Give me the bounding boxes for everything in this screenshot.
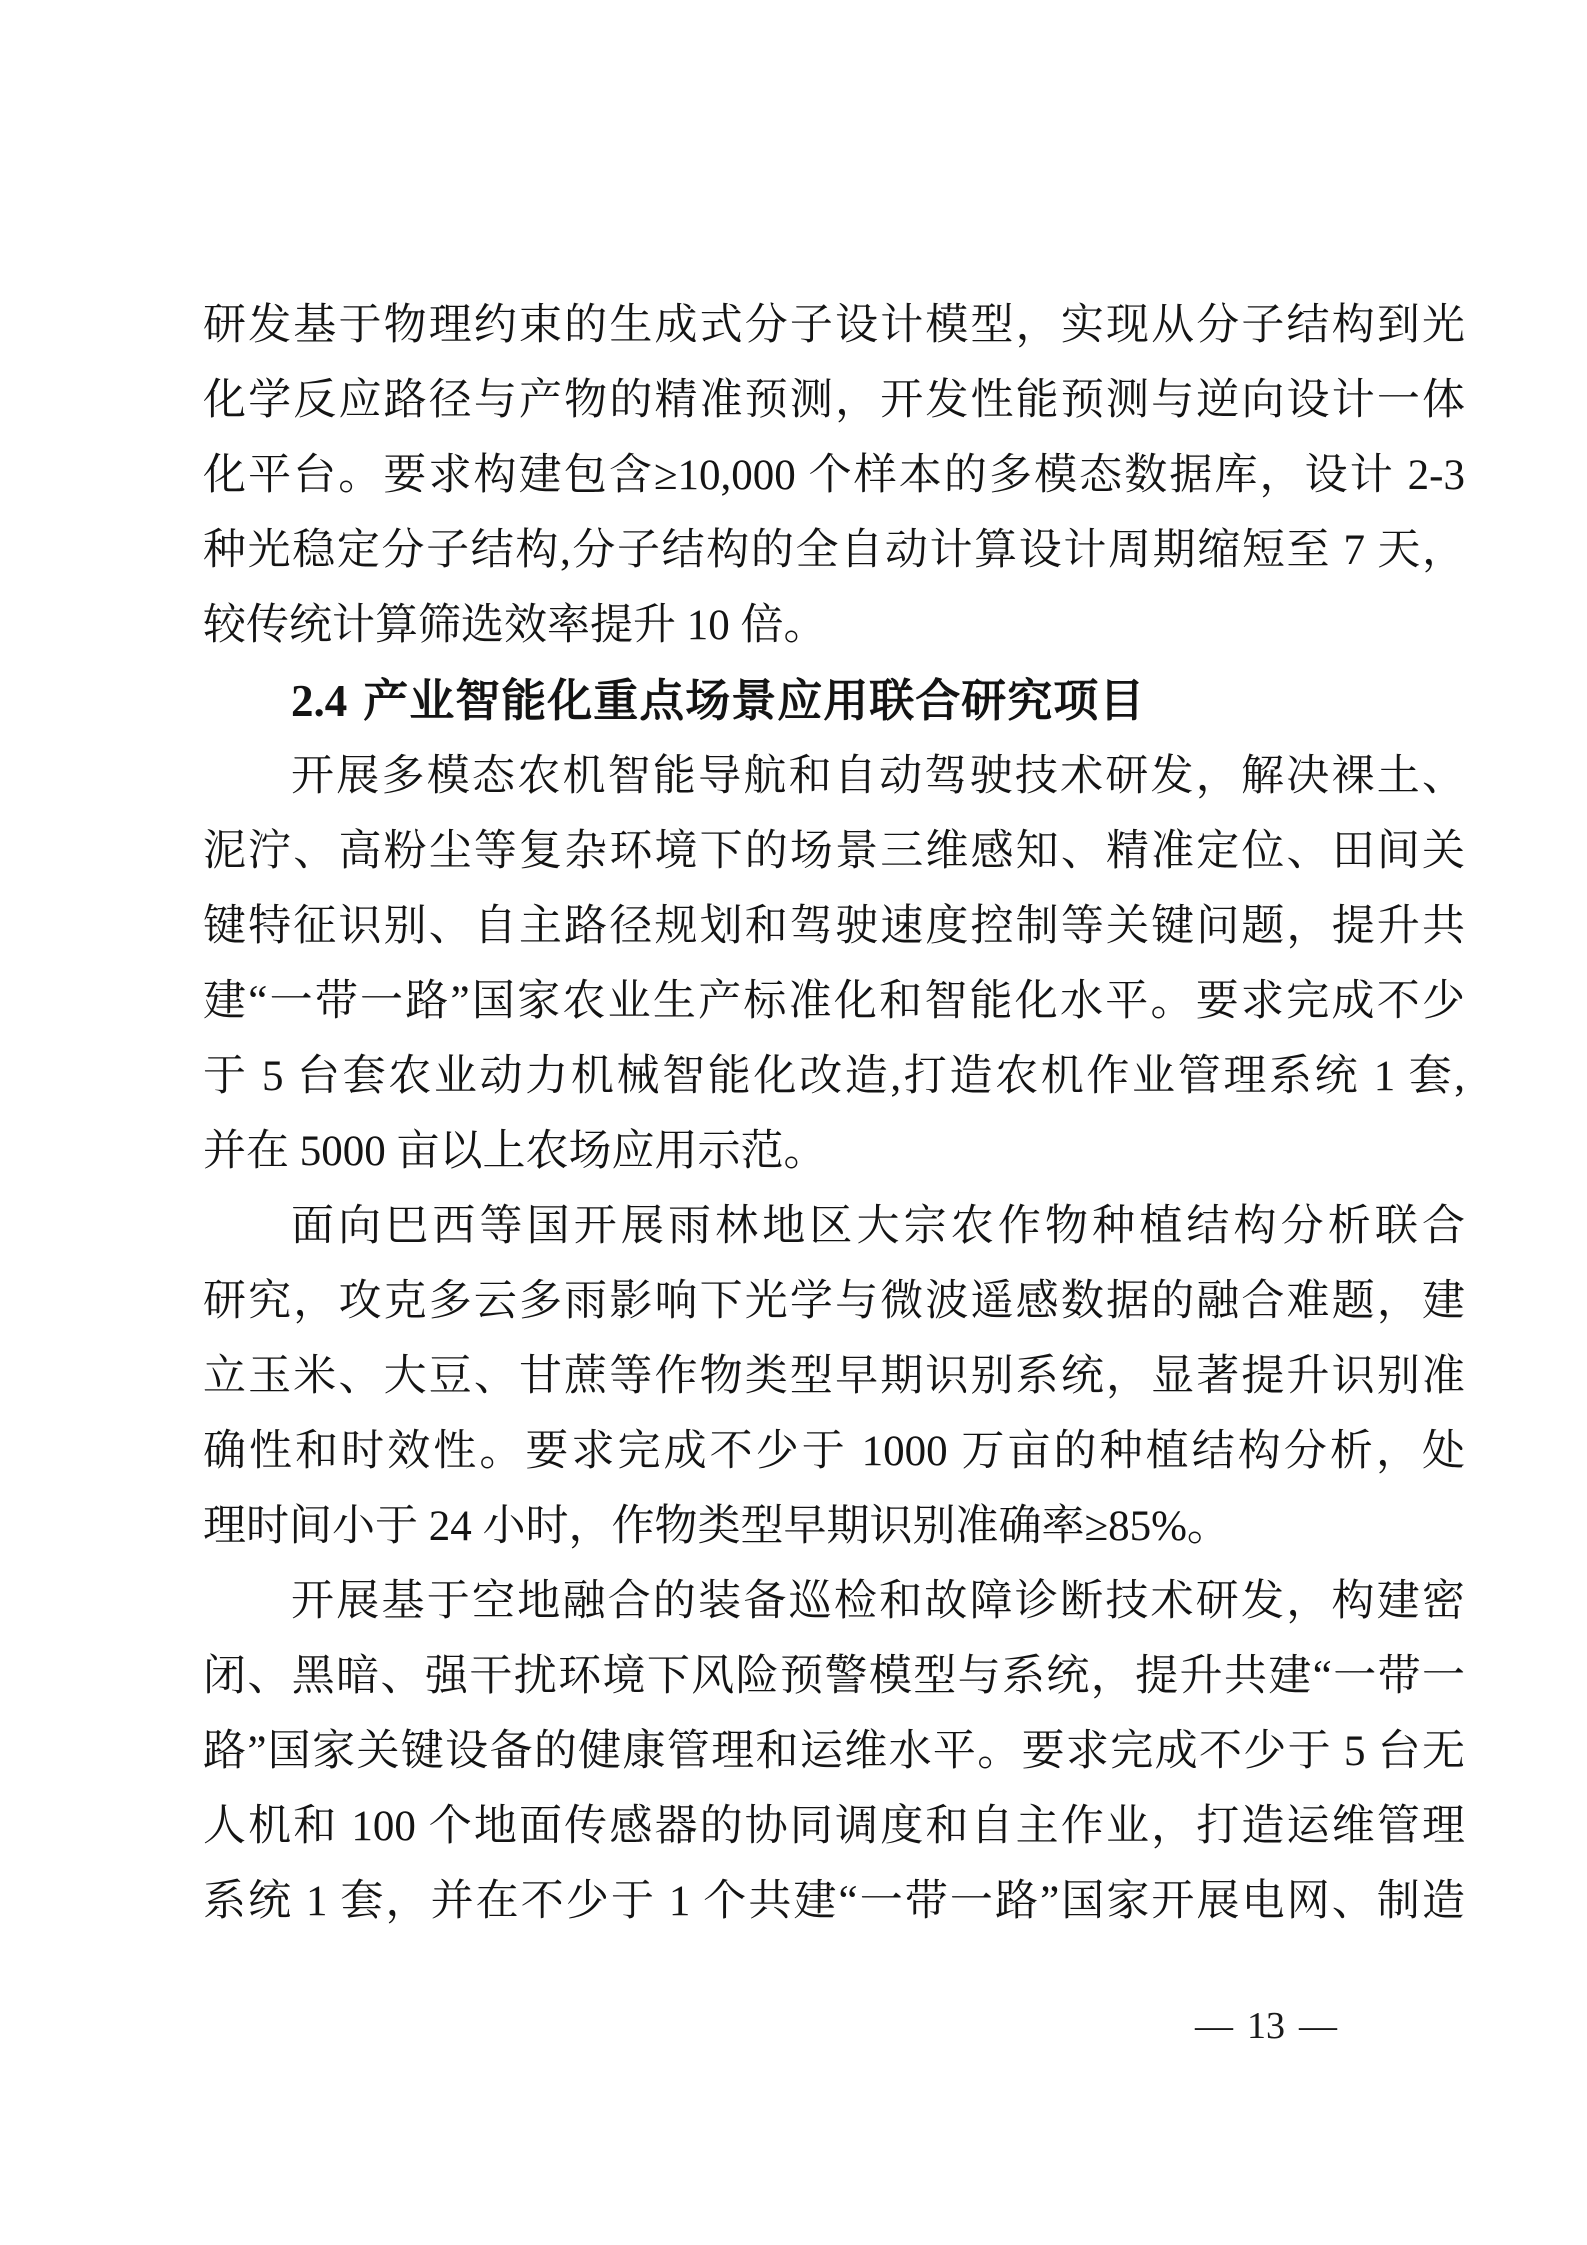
text-line: 研发基于物理约束的生成式分子设计模型，实现从分子结构到光 xyxy=(203,302,1465,349)
text-line: 确性和时效性。要求完成不少于 1000 万亩的种植结构分析，处 xyxy=(203,1428,1465,1475)
text-line: 种光稳定分子结构,分子结构的全自动计算设计周期缩短至 7 天， xyxy=(203,527,1465,574)
text-line: 键特征识别、自主路径规划和驾驶速度控制等关键问题，提升共 xyxy=(203,903,1465,950)
text-line: 路”国家关键设备的健康管理和运维水平。要求完成不少于 5 台无 xyxy=(203,1728,1465,1775)
text-line: 系统 1 套，并在不少于 1 个共建“一带一路”国家开展电网、制造 xyxy=(203,1878,1465,1925)
document-body xyxy=(203,288,1465,1939)
text-line: 开展基于空地融合的装备巡检和故障诊断技术研发，构建密 xyxy=(291,1578,1465,1625)
text-line: 建“一带一路”国家农业生产标准化和智能化水平。要求完成不少 xyxy=(203,978,1465,1025)
section-heading-2-4 xyxy=(203,663,1465,739)
text-line: 立玉米、大豆、甘蔗等作物类型早期识别系统，显著提升识别准 xyxy=(203,1353,1465,1400)
paragraph-agriculture-machinery xyxy=(203,739,1465,1189)
text-line: 开展多模态农机智能导航和自动驾驶技术研发，解决裸土、 xyxy=(291,753,1465,800)
text-line: 较传统计算筛选效率提升 10 倍。 xyxy=(203,602,827,649)
page-footer xyxy=(1178,2003,1354,2049)
page-number: 13 xyxy=(1247,2005,1285,2047)
paragraph-equipment-inspection xyxy=(203,1564,1465,1939)
section-heading-number: 2.4 xyxy=(291,676,348,726)
section-heading-title: 产业智能化重点场景应用联合研究项目 xyxy=(363,675,1146,726)
text-line: 研究，攻克多云多雨影响下光学与微波遥感数据的融合难题，建 xyxy=(203,1278,1465,1325)
paragraph-crop-analysis xyxy=(203,1189,1465,1564)
text-line: 理时间小于 24 小时，作物类型早期识别准确率≥85%。 xyxy=(203,1503,1230,1550)
text-line: 化平台。要求构建包含≥10,000 个样本的多模态数据库，设计 2-3 xyxy=(203,452,1465,499)
text-line: 人机和 100 个地面传感器的协同调度和自主作业，打造运维管理 xyxy=(203,1803,1465,1850)
text-line: 闭、黑暗、强干扰环境下风险预警模型与系统，提升共建“一带一 xyxy=(203,1653,1465,1700)
text-line: 化学反应路径与产物的精准预测，开发性能预测与逆向设计一体 xyxy=(203,377,1465,424)
paragraph-continuation xyxy=(203,288,1465,663)
text-line: 并在 5000 亩以上农场应用示范。 xyxy=(203,1128,827,1175)
text-line: 面向巴西等国开展雨林地区大宗农作物种植结构分析联合 xyxy=(291,1203,1465,1250)
text-line: 于 5 台套农业动力机械智能化改造,打造农机作业管理系统 1 套, xyxy=(203,1053,1465,1100)
text-line: 泥泞、高粉尘等复杂环境下的场景三维感知、精准定位、田间关 xyxy=(203,828,1465,875)
footer-dash-left: — xyxy=(1195,2005,1233,2047)
footer-dash-right: — xyxy=(1299,2005,1337,2047)
